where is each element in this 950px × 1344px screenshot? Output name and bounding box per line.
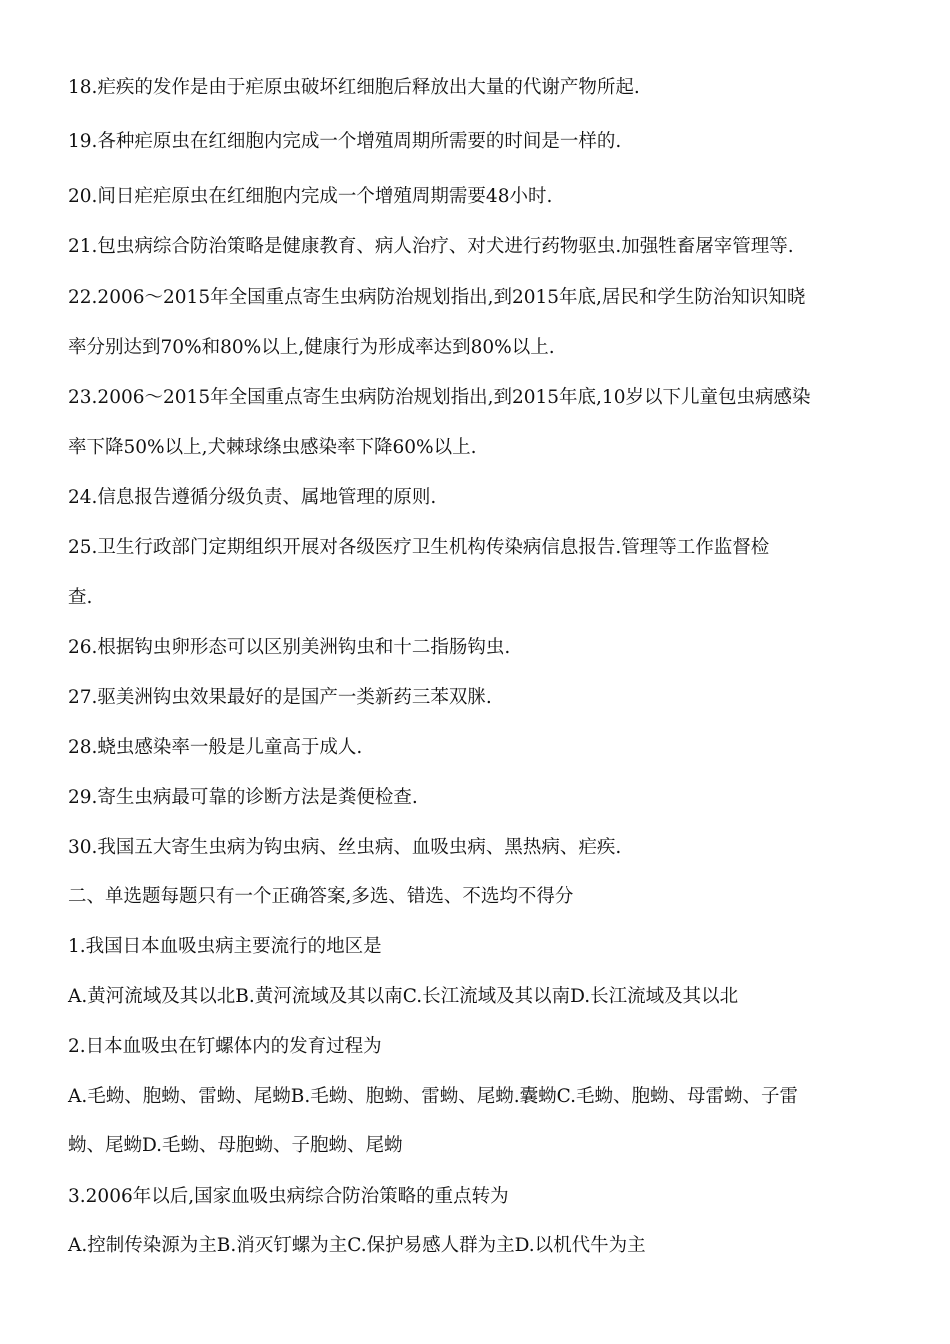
text-line: 18.疟疾的发作是由于疟原虫破坏红细胞后释放出大量的代谢产物所起. [68, 77, 640, 98]
text-line: 24.信息报告遵循分级负责、属地管理的原则. [68, 487, 437, 508]
section-heading: 二、单选题每题只有一个正确答案,多选、错选、不选均不得分 [68, 886, 574, 907]
text-line: 27.驱美洲钩虫效果最好的是国产一类新药三苯双脒. [68, 687, 492, 708]
answer-options: 蚴、尾蚴D.毛蚴、母胞蚴、子胞蚴、尾蚴 [68, 1135, 403, 1156]
text-line: 29.寄生虫病最可靠的诊断方法是粪便检查. [68, 787, 418, 808]
text-line: 30.我国五大寄生虫病为钩虫病、丝虫病、血吸虫病、黑热病、疟疾. [68, 837, 622, 858]
text-line: 28.蛲虫感染率一般是儿童高于成人. [68, 737, 363, 758]
answer-options: A.毛蚴、胞蚴、雷蚴、尾蚴B.毛蚴、胞蚴、雷蚴、尾蚴.囊蚴C.毛蚴、胞蚴、母雷蚴、子雷 [68, 1086, 798, 1107]
text-line: 查. [68, 587, 93, 608]
text-line: 25.卫生行政部门定期组织开展对各级医疗卫生机构传染病信息报告.管理等工作监督检 [68, 537, 770, 558]
answer-options: A.控制传染源为主B.消灭钉螺为主C.保护易感人群为主D.以机代牛为主 [68, 1235, 646, 1256]
question: 2.日本血吸虫在钉螺体内的发育过程为 [68, 1036, 382, 1057]
answer-options: A.黄河流域及其以北B.黄河流域及其以南C.长江流域及其以南D.长江流域及其以北 [68, 986, 739, 1007]
text-line: 率分别达到70%和80%以上,健康行为形成率达到80%以上. [68, 337, 555, 358]
text-line: 19.各种疟原虫在红细胞内完成一个增殖周期所需要的时间是一样的. [68, 131, 622, 152]
text-line: 20.间日疟疟原虫在红细胞内完成一个增殖周期需要48小时. [68, 186, 553, 207]
text-line: 26.根据钩虫卵形态可以区别美洲钩虫和十二指肠钩虫. [68, 637, 511, 658]
text-line: 率下降50%以上,犬棘球绦虫感染率下降60%以上. [68, 437, 477, 458]
text-line: 21.包虫病综合防治策略是健康教育、病人治疗、对犬进行药物驱虫.加强牲畜屠宰管理等. [68, 236, 794, 257]
text-line: 23.2006～2015年全国重点寄生虫病防治规划指出,到2015年底,10岁以下儿童包虫病感染 [68, 387, 811, 408]
question: 3.2006年以后,国家血吸虫病综合防治策略的重点转为 [68, 1186, 509, 1207]
question: 1.我国日本血吸虫病主要流行的地区是 [68, 936, 382, 957]
text-line: 22.2006～2015年全国重点寄生虫病防治规划指出,到2015年底,居民和学生防治知识知晓 [68, 287, 806, 308]
